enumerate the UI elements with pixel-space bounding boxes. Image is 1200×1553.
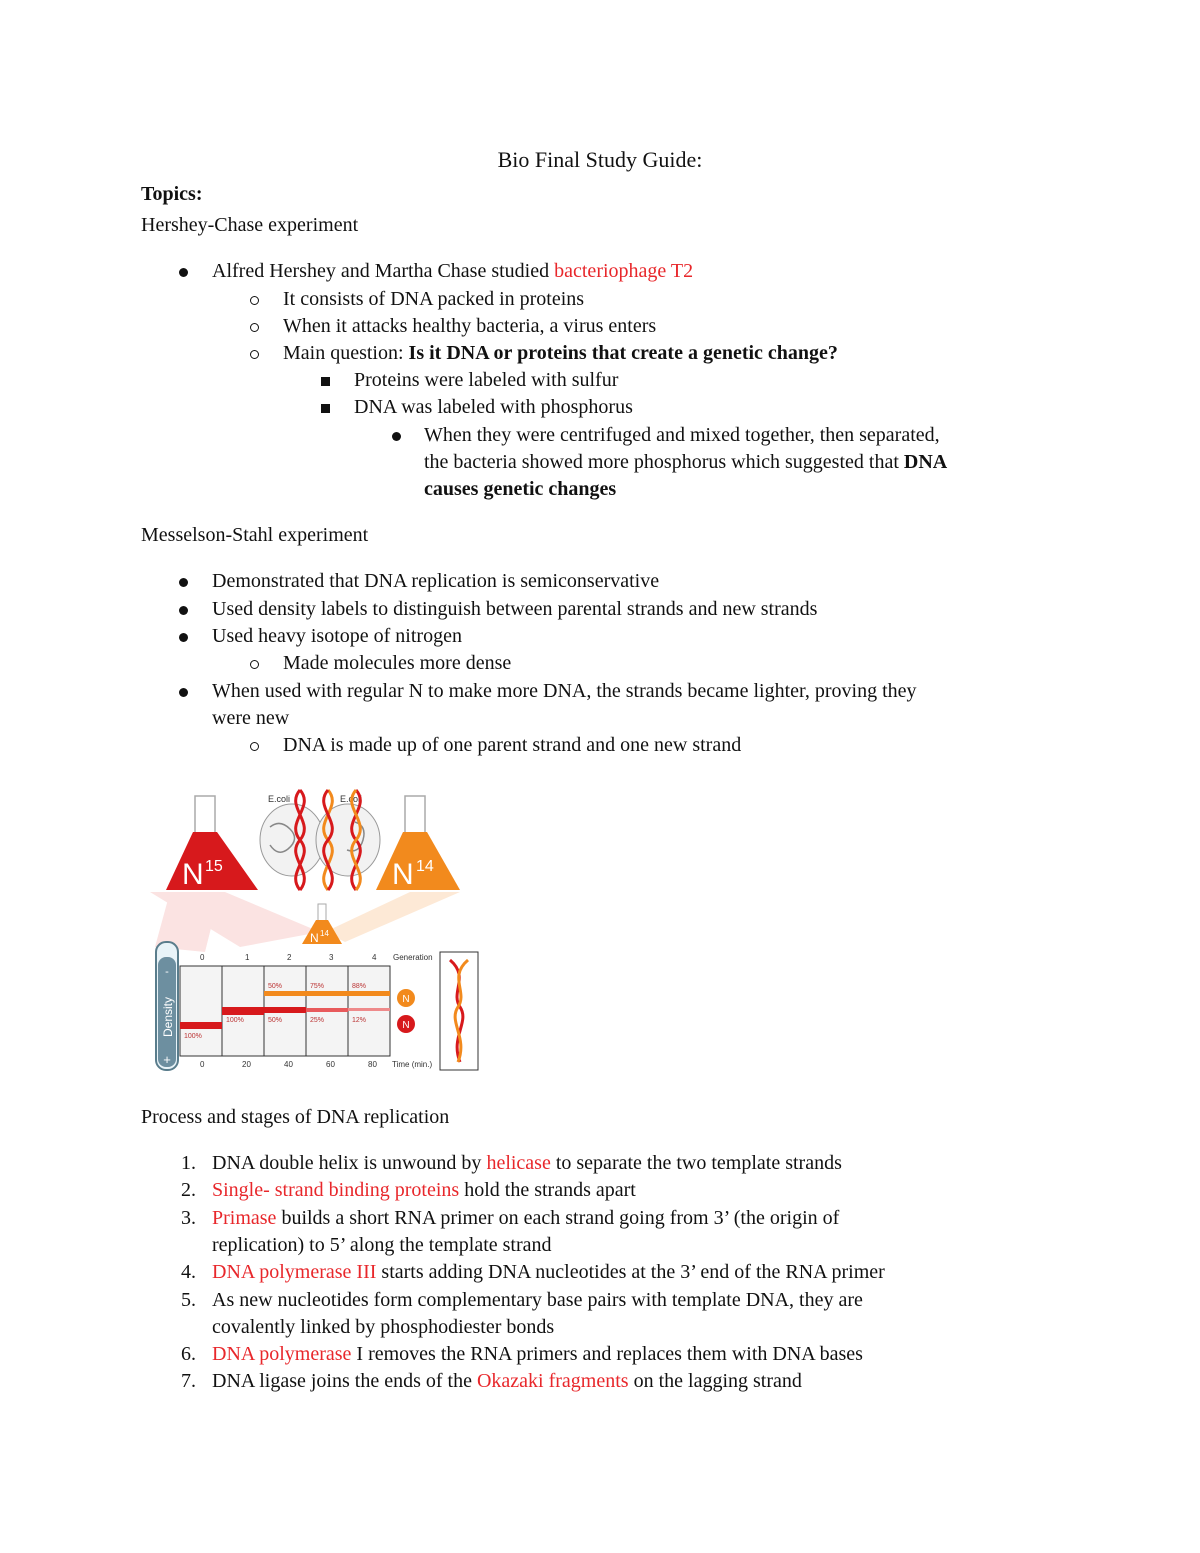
bullet-dot (176, 596, 190, 623)
small-n14-label: N (310, 931, 319, 945)
ecoli-left-label: E.coli (268, 794, 291, 804)
text: the bacteria showed more phosphorus which suggested that (424, 451, 904, 473)
text: DNA ligase joins the ends of the (212, 1370, 477, 1393)
bullet-dot (389, 422, 403, 449)
gen-3: 3 (329, 953, 334, 962)
n15-superscript: 15 (205, 858, 223, 875)
pct-mid-3: 25% (310, 1017, 325, 1024)
n14-superscript: 14 (416, 858, 434, 875)
highlight-term: helicase (486, 1152, 551, 1174)
pct-top-2: 75% (310, 983, 325, 990)
text: Alfred Hershey and Martha Chase studied (212, 260, 555, 282)
highlight-term: Okazaki fragments (476, 1370, 629, 1393)
step-number: 1. (181, 1152, 196, 1174)
gen-1: 1 (245, 953, 250, 962)
time-60: 60 (326, 1060, 335, 1069)
hershey-quat-line1: When they were centrifuged and mixed together, then separated, (424, 424, 940, 446)
small-n14-superscript: 14 (320, 929, 329, 938)
bullet-square (318, 367, 332, 394)
pct-mid-4: 12% (352, 1017, 367, 1024)
meselson-stahl-figure (130, 772, 490, 1077)
meselson-bullet-4-line2: were new (212, 707, 290, 729)
replication-step-7 (212, 1368, 802, 1395)
step-number: 7. (181, 1370, 196, 1393)
meselson-bullet-1: Demonstrated that DNA replication is semiconservative (212, 570, 660, 592)
hershey-tert-1: Proteins were labeled with sulfur (354, 369, 619, 391)
step-number: 4. (181, 1261, 196, 1284)
meselson-heading: Messelson-Stahl experiment (141, 524, 369, 546)
replication-step-3 (212, 1205, 839, 1232)
topics-label: Topics: (141, 183, 203, 205)
density-label: Density (161, 996, 175, 1037)
text: to separate the two template strands (550, 1152, 842, 1174)
highlight-term: DNA polymerase III (212, 1261, 377, 1284)
hershey-tert-2: DNA was labeled with phosphorus (354, 396, 633, 418)
gen-0: 0 (200, 953, 205, 962)
n15-label: N (182, 858, 204, 891)
highlight-term: DNA polymerase (212, 1343, 352, 1366)
meselson-bullet-4-line1: When used with regular N to make more DNA, the strands became lighter, proving they (212, 680, 917, 702)
text: I removes the RNA primers and replaces them with DNA bases (351, 1343, 863, 1366)
ray-shape (325, 892, 460, 942)
bullet-dot (176, 568, 190, 595)
highlight-term: Primase (212, 1206, 277, 1229)
text: As new nucleotides form complementary base pairs with template DNA, they are (212, 1288, 863, 1311)
hershey-quat-line3: causes genetic changes (424, 478, 617, 500)
text: starts adding DNA nucleotides at the 3’ end of the RNA primer (376, 1261, 885, 1284)
tube-minus: - (165, 966, 169, 978)
gen-4: 4 (372, 953, 377, 962)
semiconservative-box (440, 952, 478, 1070)
bullet-circle (247, 313, 261, 340)
replication-step-1 (212, 1150, 842, 1177)
small-n14-flask (302, 904, 342, 945)
bullet-square (318, 394, 332, 421)
meselson-sub-1: Made molecules more dense (283, 652, 512, 674)
time-80: 80 (368, 1060, 377, 1069)
hershey-sub-1: It consists of DNA packed in proteins (283, 288, 585, 310)
bold-term: DNA (903, 451, 948, 473)
n15-flask (166, 796, 258, 891)
tube-plus: + (163, 1052, 171, 1067)
hershey-sub-3 (283, 340, 838, 367)
ecoli-right-label: E.coli (340, 794, 363, 804)
pct-top-1: 50% (268, 983, 283, 990)
bullet-circle (247, 340, 261, 367)
text: on the lagging strand (628, 1370, 802, 1393)
time-label: Time (min.) (392, 1060, 433, 1069)
highlight-term: Single- strand binding proteins (212, 1179, 460, 1202)
gen-2: 2 (287, 953, 292, 962)
bullet-circle (247, 732, 261, 759)
replication-step-4 (212, 1259, 885, 1286)
text: builds a short RNA primer on each strand going from 3’ (the origin of (276, 1206, 840, 1229)
bullet-dot (176, 258, 190, 285)
pct-low: 100% (184, 1033, 202, 1040)
time-20: 20 (242, 1060, 251, 1069)
time-40: 40 (284, 1060, 293, 1069)
text: DNA double helix is unwound by (212, 1152, 487, 1174)
replication-step-5-continued: covalently linked by phosphodiester bonds (212, 1315, 555, 1338)
generation-label: Generation (393, 953, 433, 962)
hershey-sub-2: When it attacks healthy bacteria, a virus enters (283, 315, 657, 337)
hershey-bullet-1 (212, 258, 693, 285)
main-question: Is it DNA or proteins that create a genetic change? (408, 342, 838, 364)
step-number: 6. (181, 1343, 196, 1366)
replication-heading: Process and stages of DNA replication (141, 1106, 450, 1128)
replication-step-3-continued: replication) to 5’ along the template strand (212, 1233, 552, 1256)
replication-step-6 (212, 1341, 863, 1368)
step-number: 3. (181, 1206, 196, 1229)
density-tube (156, 942, 178, 1070)
bullet-circle (247, 286, 261, 313)
replication-step-5 (212, 1287, 863, 1314)
highlight-term: bacteriophage T2 (554, 260, 694, 282)
bullet-circle (247, 650, 261, 677)
pct-mid-2: 50% (268, 1017, 283, 1024)
time-0: 0 (200, 1060, 205, 1069)
hershey-heading: Hershey-Chase experiment (141, 214, 359, 236)
text: Main question: (283, 342, 409, 364)
bullet-dot (176, 623, 190, 650)
step-number: 2. (181, 1179, 196, 1202)
meselson-sub-2: DNA is made up of one parent strand and one new strand (283, 734, 742, 756)
meselson-bullet-2: Used density labels to distinguish between parental strands and new strands (212, 598, 818, 620)
hershey-quat-line2 (424, 449, 947, 476)
replication-step-2 (212, 1177, 636, 1204)
n15-marker-label: N (402, 1020, 410, 1031)
pct-mid-1: 100% (226, 1017, 244, 1024)
n14-flask (376, 796, 460, 891)
n14-label: N (392, 858, 414, 891)
pct-top-3: 88% (352, 983, 367, 990)
ecoli-cells (260, 794, 380, 876)
bullet-dot (176, 678, 190, 705)
meselson-bullet-3: Used heavy isotope of nitrogen (212, 625, 462, 647)
step-number: 5. (181, 1288, 196, 1311)
n14-marker-label: N (402, 994, 410, 1005)
text: hold the strands apart (459, 1179, 636, 1202)
document-title: Bio Final Study Guide: (497, 147, 703, 172)
